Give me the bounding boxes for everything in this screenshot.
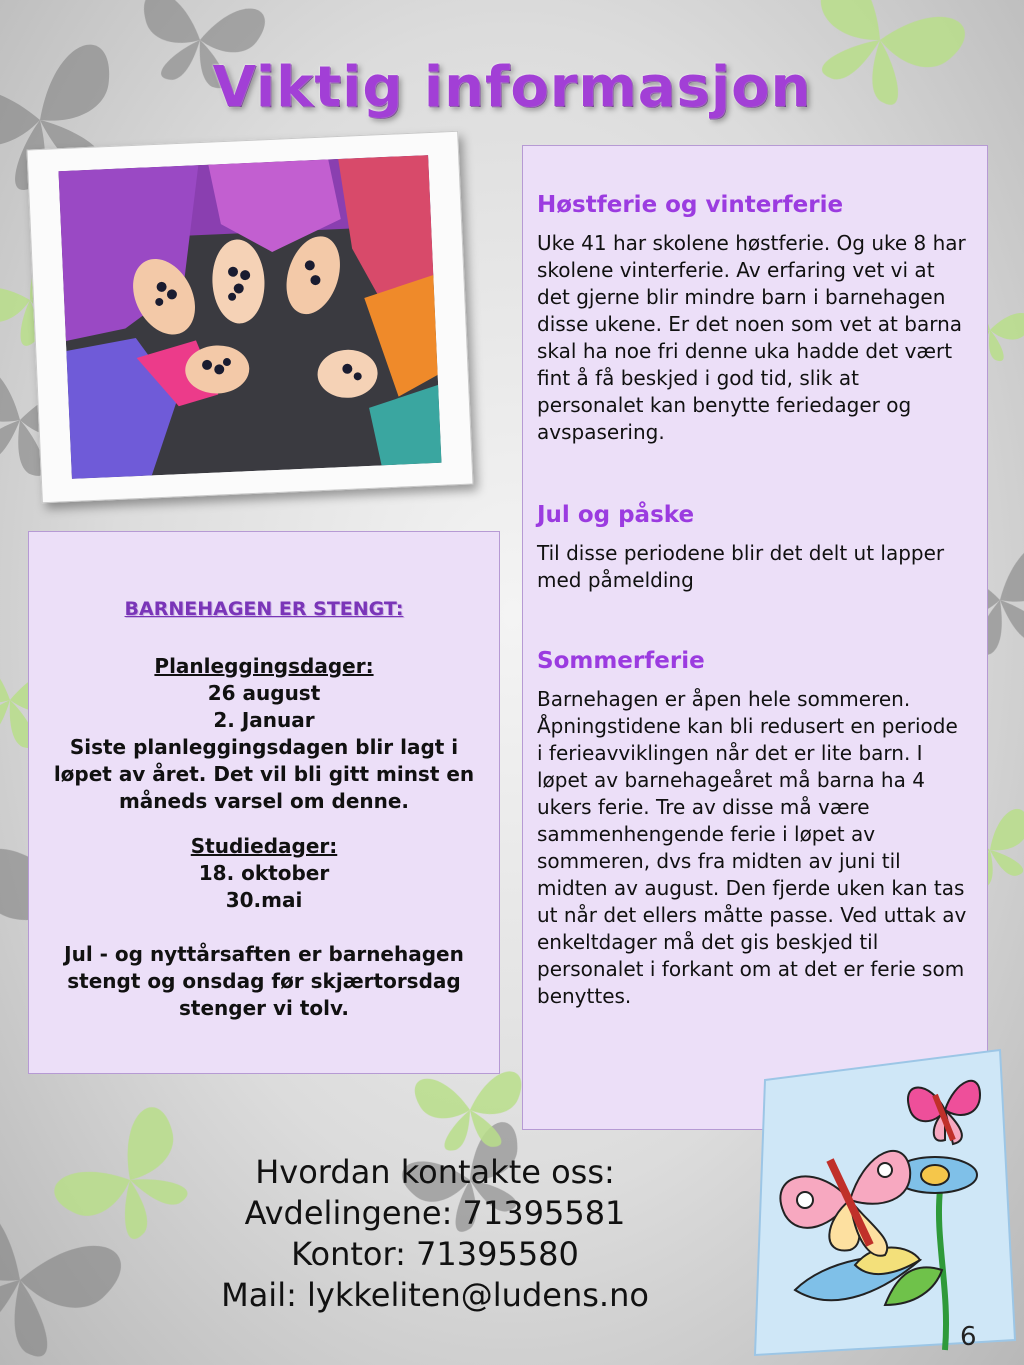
photo-frame xyxy=(26,131,473,504)
planning-date: 26 august xyxy=(207,681,321,705)
contact-heading: Hvordan kontakte oss: xyxy=(255,1153,615,1191)
holiday-info-panel xyxy=(522,145,988,1130)
study-date: 18. oktober xyxy=(198,861,330,885)
section-body-christmas-easter: Til disse periodene blir det delt ut lapper med påmelding xyxy=(537,541,945,592)
page-number: 6 xyxy=(960,1322,977,1352)
section-heading-summer: Sommerferie xyxy=(537,648,705,674)
planning-date: 2. Januar xyxy=(213,708,315,732)
holiday-closing-note: Jul - og nyttårsaften er barnehagen stengt og onsdag før skjærtorsdag stenger vi tolv. xyxy=(64,942,464,1020)
closed-days-panel xyxy=(28,531,500,1074)
section-heading-autumn-winter: Høstferie og vinterferie xyxy=(537,192,844,218)
study-days-label: Studiedager: xyxy=(190,834,338,858)
contact-departments: Avdelingene: 71395581 xyxy=(244,1194,626,1232)
page-title: Viktig informasjon xyxy=(212,55,812,120)
children-hands-photo-icon xyxy=(58,155,441,479)
section-body-autumn-winter: Uke 41 har skolene høstferie. Og uke 8 har skolene vinterferie. Av erfaring vet vi at det gjerne blir mindre barn i barnehagen disse ukene. Er det noen som vet at barna skal ha noe fri denne uka hadde det vært fint å få beskjed i god tid, slik at personalet kan benytte feriedager og avspasering. xyxy=(537,231,966,444)
contact-office: Kontor: 71395580 xyxy=(291,1235,579,1273)
planning-days-label: Planleggingsdager: xyxy=(154,654,374,678)
closed-heading: BARNEHAGEN ER STENGT: xyxy=(124,598,404,620)
section-heading-christmas-easter: Jul og påske xyxy=(537,502,695,528)
section-body-summer: Barnehagen er åpen hele sommeren. Åpningstidene kan bli redusert en periode i ferieavviklingen når det er lite barn. I løpet av barnehageåret må barna ha 4 ukers ferie. Tre av disse må være sammenhengende ferie i løpet av sommeren, dvs fra midten av juni til midten av august. Den fjerde uken kan tas ut når det ellers måtte passe. Ved uttak av enkeltdager må det gis beskjed til personalet i forkant om at det er ferie som benyttes. xyxy=(537,687,967,1008)
contact-mail: Mail: lykkeliten@ludens.no xyxy=(221,1276,649,1314)
butterflies-flower-clipart-icon xyxy=(735,1040,1020,1360)
planning-note: Siste planleggingsdagen blir lagt i løpet av året. Det vil bli gitt minst en måneds varsel om denne. xyxy=(53,735,475,813)
study-date: 30.mai xyxy=(225,888,303,912)
contact-block xyxy=(150,1152,720,1316)
